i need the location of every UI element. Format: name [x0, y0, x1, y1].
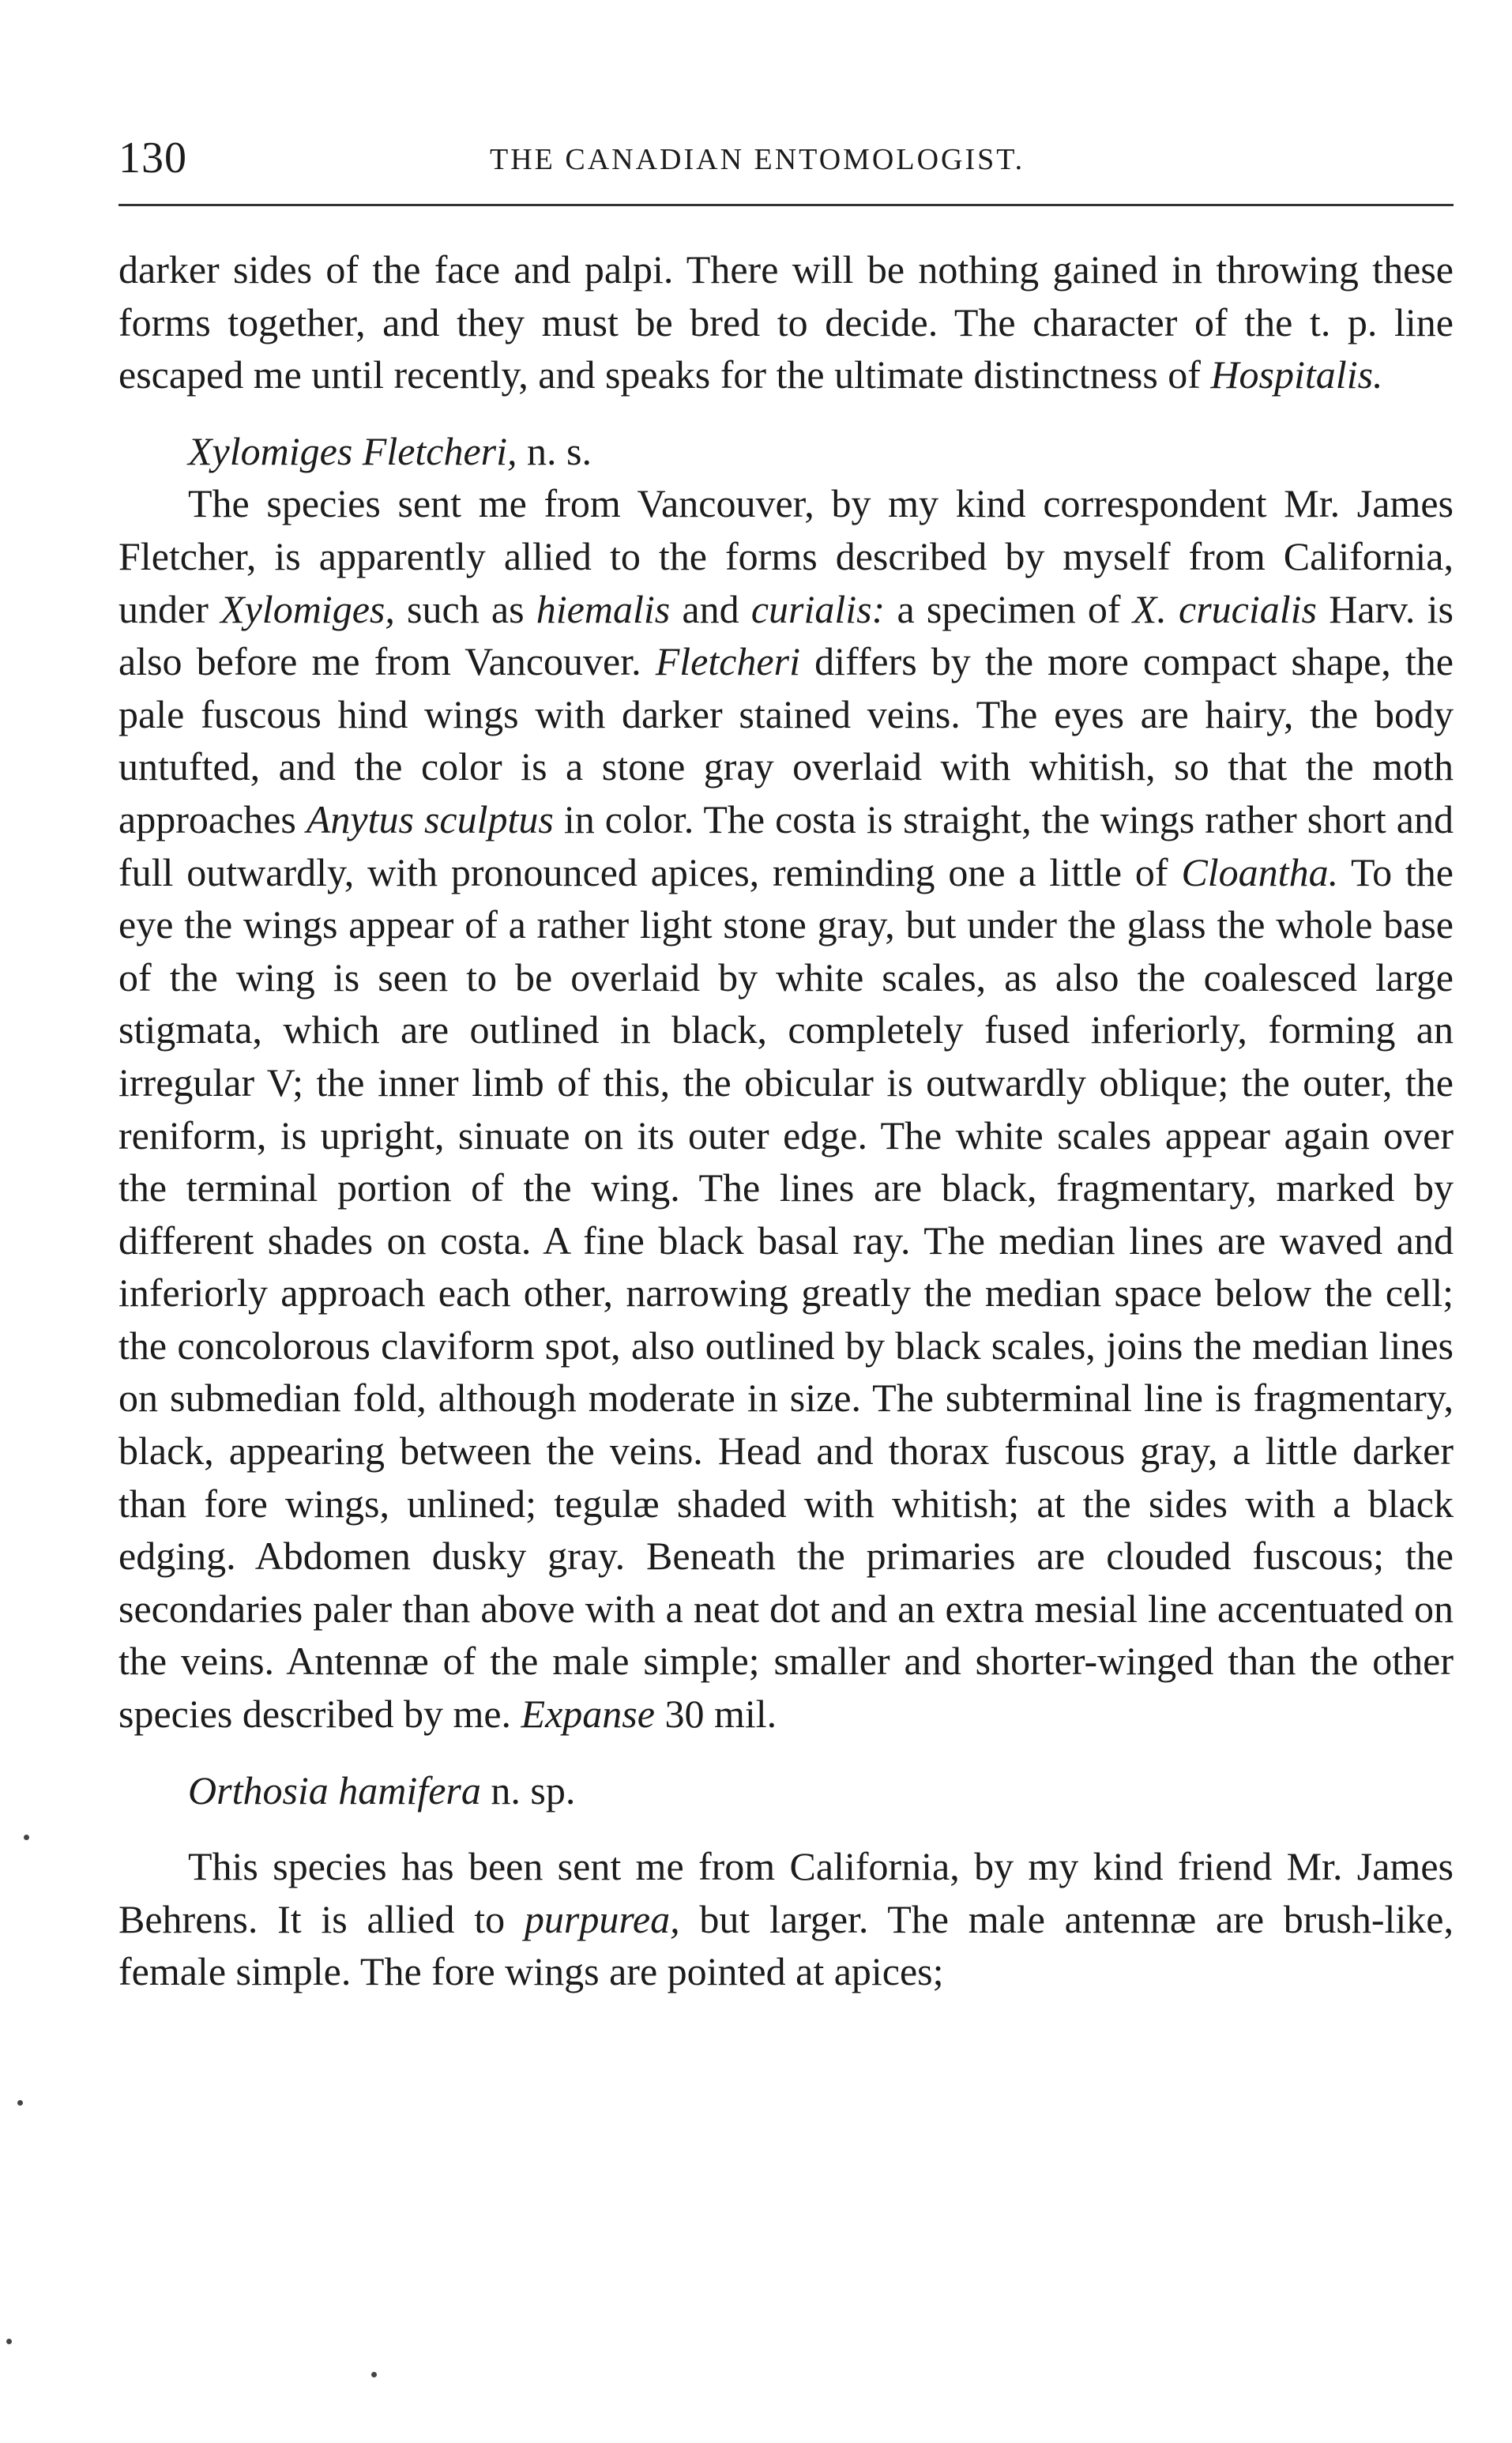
page-header	[118, 119, 1454, 205]
book-page	[118, 119, 1454, 1998]
text-run: This species has been sent me from California, by my kind friend Mr. James Behrens. It is allied to	[118, 1844, 1454, 1941]
species-heading-orthosia	[118, 1764, 1454, 1817]
expanse-label: Expanse	[521, 1692, 655, 1737]
species-name: Hospitalis.	[1210, 352, 1383, 397]
text-run: but larger. The male antennæ are brush-like, female simple. The fore wings are pointed at apices;	[118, 1896, 1454, 1994]
text-run: Harv. is also before me from Vancouver.	[118, 586, 1454, 684]
text-run: n. s.	[517, 428, 592, 473]
text-run: differs by the more compact shape, the pale fuscous hind wings with darker stained veins. The eyes are hairy, the body untufted, and the color is a stone gray overlaid with whitish, so that the moth approaches	[118, 639, 1454, 841]
text-run: and	[670, 586, 751, 631]
ink-speck	[24, 1835, 29, 1840]
genus-name: Xylomiges,	[220, 586, 395, 631]
ink-speck	[17, 2100, 23, 2106]
species-name: hiemalis	[536, 586, 671, 631]
species-name: Fletcheri	[655, 639, 800, 684]
species-name: Anytus sculptus	[306, 796, 554, 841]
ink-speck	[371, 2372, 377, 2377]
text-run: 30 mil.	[654, 1692, 777, 1737]
paragraph-xylomiges	[118, 477, 1454, 1740]
text-run: darker sides of the face and palpi. There will be nothing gained in throwing these forms together, and they must be bred to decide. The character of the t. p. line escaped me until recently, and speaks for the ultimate distinctness of	[118, 247, 1454, 397]
ink-speck	[6, 2339, 12, 2344]
running-head: THE CANADIAN ENTOMOLOGIST.	[490, 143, 1025, 176]
paragraph-continued	[118, 243, 1454, 401]
text-run: The species sent me from Vancouver, by my kind correspondent Mr. James Fletcher, is apparently allied to the forms described by myself from California, under	[118, 481, 1454, 631]
species-name: Orthosia hamifera	[188, 1767, 481, 1812]
species-name: Xylomiges Fletcheri,	[188, 428, 517, 473]
text-run: a specimen of	[885, 586, 1133, 631]
species-name: purpurea,	[524, 1896, 680, 1941]
header-rule	[118, 204, 1454, 206]
species-name: X. crucialis	[1132, 586, 1318, 631]
text-run: To the eye the wings appear of a rather light stone gray, but under the glass the whole base of the wing is seen to be overlaid by white scales, as also the coalesced large stigmata, which are outlined in black, completely fused inferiorly, forming an irregular V; the inner limb of this, the obicular is outwardly oblique; the outer, the reniform, is upright, sinuate on its outer edge. The white scales appear again over the terminal portion of the wing. The lines are black, fragmentary, marked by different shades on costa. A fine black basal ray. The median lines are waved and inferiorly approach each other, narrowing greatly the median space below the cell; the concolorous claviform spot, also outlined by black scales, joins the median lines on submedian fold, although moderate in size. The subterminal line is fragmentary, black, appearing between the veins. Head and thorax fuscous gray, a little darker than fore wings, unlined; tegulæ shaded with whitish; at the sides with a black edging. Abdomen dusky gray. Beneath the primaries are clouded fuscous; the secondaries paler than above with a neat dot and an extra mesial line accentuated on the veins. Antennæ of the male simple; smaller and shorter-winged than the other species described by me.	[118, 849, 1454, 1737]
text-run: n. sp.	[480, 1767, 576, 1812]
body-text	[118, 243, 1454, 1998]
text-run: such as	[394, 586, 536, 631]
paragraph-orthosia	[118, 1840, 1454, 1998]
species-heading-xylomiges	[118, 425, 1454, 478]
genus-name: Cloantha.	[1181, 849, 1339, 894]
species-name: curialis:	[750, 586, 886, 631]
text-run: in color. The costa is straight, the wings rather short and full outwardly, with pronounced apices, reminding one a little of	[118, 796, 1454, 894]
page-number: 130	[118, 134, 187, 183]
